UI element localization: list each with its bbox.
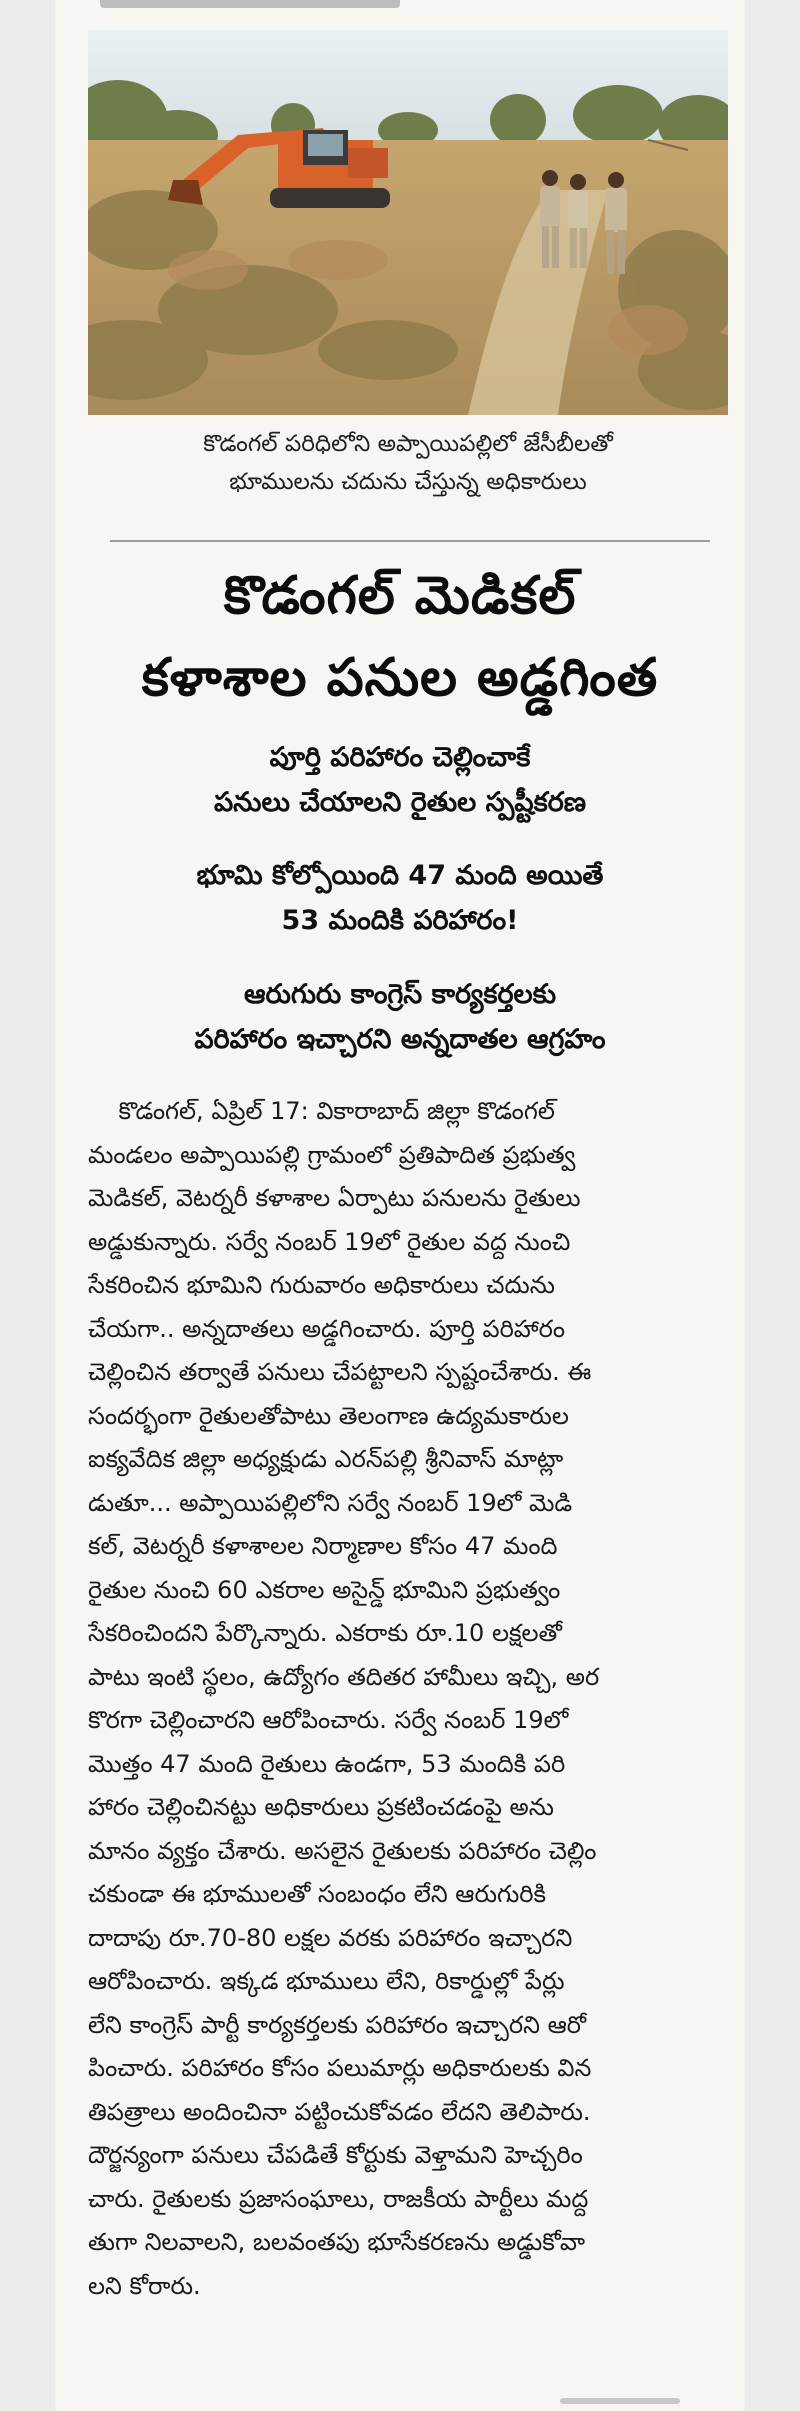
article-line: చకుండా ఈ భూములతో సంబంధం లేని ఆరుగురికి — [88, 1880, 547, 1908]
bottom-clipping-edge — [560, 2398, 680, 2404]
article-line: మెడికల్, వెటర్నరీ కళాశాల ఏర్పాటు పనులను రైతులు — [88, 1184, 581, 1212]
article-body — [88, 1090, 732, 2308]
article-line: ఐక్యవేదిక జిల్లా అధ్యక్షుడు ఎరన్‌పల్లి శ్రీనివాస్ మాట్లా — [88, 1445, 564, 1473]
headline-line: కళాశాల పనుల అడ్డగింత — [141, 648, 659, 708]
article-line: పాటు ఇంటి స్థలం, ఉద్యోగం తదితర హామీలు ఇచ్చి, అర — [88, 1662, 600, 1691]
article-line: కల్, వెటర్నరీ కళాశాలల నిర్మాణాల కోసం 47 మంది — [88, 1532, 558, 1560]
subhead-line: భూమి కోల్పోయింది 47 మంది అయితే — [196, 860, 604, 891]
subhead-line: పనులు చేయాలని రైతుల స్పష్టీకరణ — [213, 787, 587, 818]
article-line: సందర్భంగా రైతులతోపాటు తెలంగాణ ఉద్యమకారుల — [88, 1401, 569, 1430]
article-line: దాదాపు రూ.70-80 లక్షల వరకు పరిహారం ఇచ్చారని — [88, 1923, 573, 1952]
subhead-2 — [80, 853, 720, 943]
article-line: రైతుల నుంచి 60 ఎకరాల అసైన్డ్ భూమిని ప్రభుత్వం — [88, 1575, 561, 1604]
article-line: కొరగా చెల్లించారని ఆరోపించారు. సర్వే నంబర్ 19లో — [88, 1706, 569, 1734]
article-line: డుతూ... అప్పాయిపల్లిలోని సర్వే నంబర్ 19లో మెడి — [88, 1488, 573, 1517]
article-line: హారం చెల్లించినట్టు అధికారులు ప్రకటించడంపై అను — [88, 1793, 554, 1821]
article-line: కొడంగల్, ఏప్రిల్ 17: వికారాబాద్ జిల్లా కొడంగల్ — [88, 1097, 555, 1125]
article-line: చేయగా.. అన్నదాతలు అడ్డగించారు. పూర్తి పరిహారం — [88, 1314, 566, 1343]
article-line: అడ్డుకున్నారు. సర్వే నంబర్ 19లో రైతుల వద్ద నుంచి — [88, 1227, 571, 1256]
news-photo — [88, 30, 728, 415]
article-line: మండలం అప్పాయిపల్లి గ్రామంలో ప్రతిపాదిత ప్రభుత్వ — [88, 1140, 576, 1169]
article-line: పించారు. పరిహారం కోసం పలుమార్లు అధికారులకు విన — [88, 2054, 592, 2082]
article-line: సేకరించిందని పేర్కొన్నారు. ఎకరాకు రూ.10 లక్షలతో — [88, 1619, 562, 1647]
article-line: సేకరించిన భూమిని గురువారం అధికారులు చదును — [88, 1271, 555, 1299]
article-line: తిపత్రాలు అందించినా పట్టించుకోవడం లేదని తెలిపారు. — [88, 2097, 591, 2126]
article-line: లని కోరారు. — [88, 2271, 201, 2300]
article-line: మొత్తం 47 మంది రైతులు ఉండగా, 53 మందికి పరి — [88, 1749, 566, 1778]
subhead-line: పరిహారం ఇచ్చారని అన్నదాతల ఆగ్రహం — [194, 1024, 606, 1055]
subhead-line: పూర్తి పరిహారం చెల్లించాకే — [269, 742, 531, 773]
top-clipping-edge — [100, 0, 400, 8]
article-line: చెల్లించిన తర్వాతే పనులు చేపట్టాలని స్పష్టంచేశారు. ఈ — [88, 1358, 592, 1386]
subhead-3 — [80, 972, 720, 1062]
photo-caption — [88, 425, 728, 501]
subhead-line: 53 మందికి పరిహారం! — [281, 905, 519, 936]
caption-line: భూములను చదును చేస్తున్న అధికారులు — [229, 469, 587, 495]
subhead-line: ఆరుగురు కాంగ్రెస్ కార్యకర్తలకు — [243, 979, 557, 1010]
article-line: దౌర్జన్యంగా పనులు చేపడితే కోర్టుకు వెళ్తామని హెచ్చరిం — [88, 2141, 583, 2169]
article-line: మానం వ్యక్తం చేశారు. అసలైన రైతులకు పరిహారం చెల్లిం — [88, 1836, 597, 1865]
photo-excavator-officers — [88, 30, 728, 415]
headline — [80, 555, 720, 719]
article-line: ఆరోపించారు. ఇక్కడ భూములు లేని, రికార్డుల్లో పేర్లు — [88, 1967, 565, 1995]
caption-line: కొడంగల్ పరిధిలోని అప్పాయిపల్లిలో జేసీబీలతో — [203, 431, 613, 457]
article-line: తుగా నిలవాలని, బలవంతపు భూసేకరణను అడ్డుకోవా — [88, 2228, 586, 2256]
article-line: చారు. రైతులకు ప్రజాసంఘాలు, రాజకీయ పార్టీలు మద్ద — [88, 2184, 589, 2213]
subhead-1 — [80, 735, 720, 825]
divider — [110, 540, 710, 542]
article-line: లేని కాంగ్రెస్ పార్టీ కార్యకర్తలకు పరిహారం ఇచ్చారని ఆరో — [88, 2010, 587, 2039]
headline-line: కొడంగల్ మెడికల్ — [223, 566, 577, 626]
